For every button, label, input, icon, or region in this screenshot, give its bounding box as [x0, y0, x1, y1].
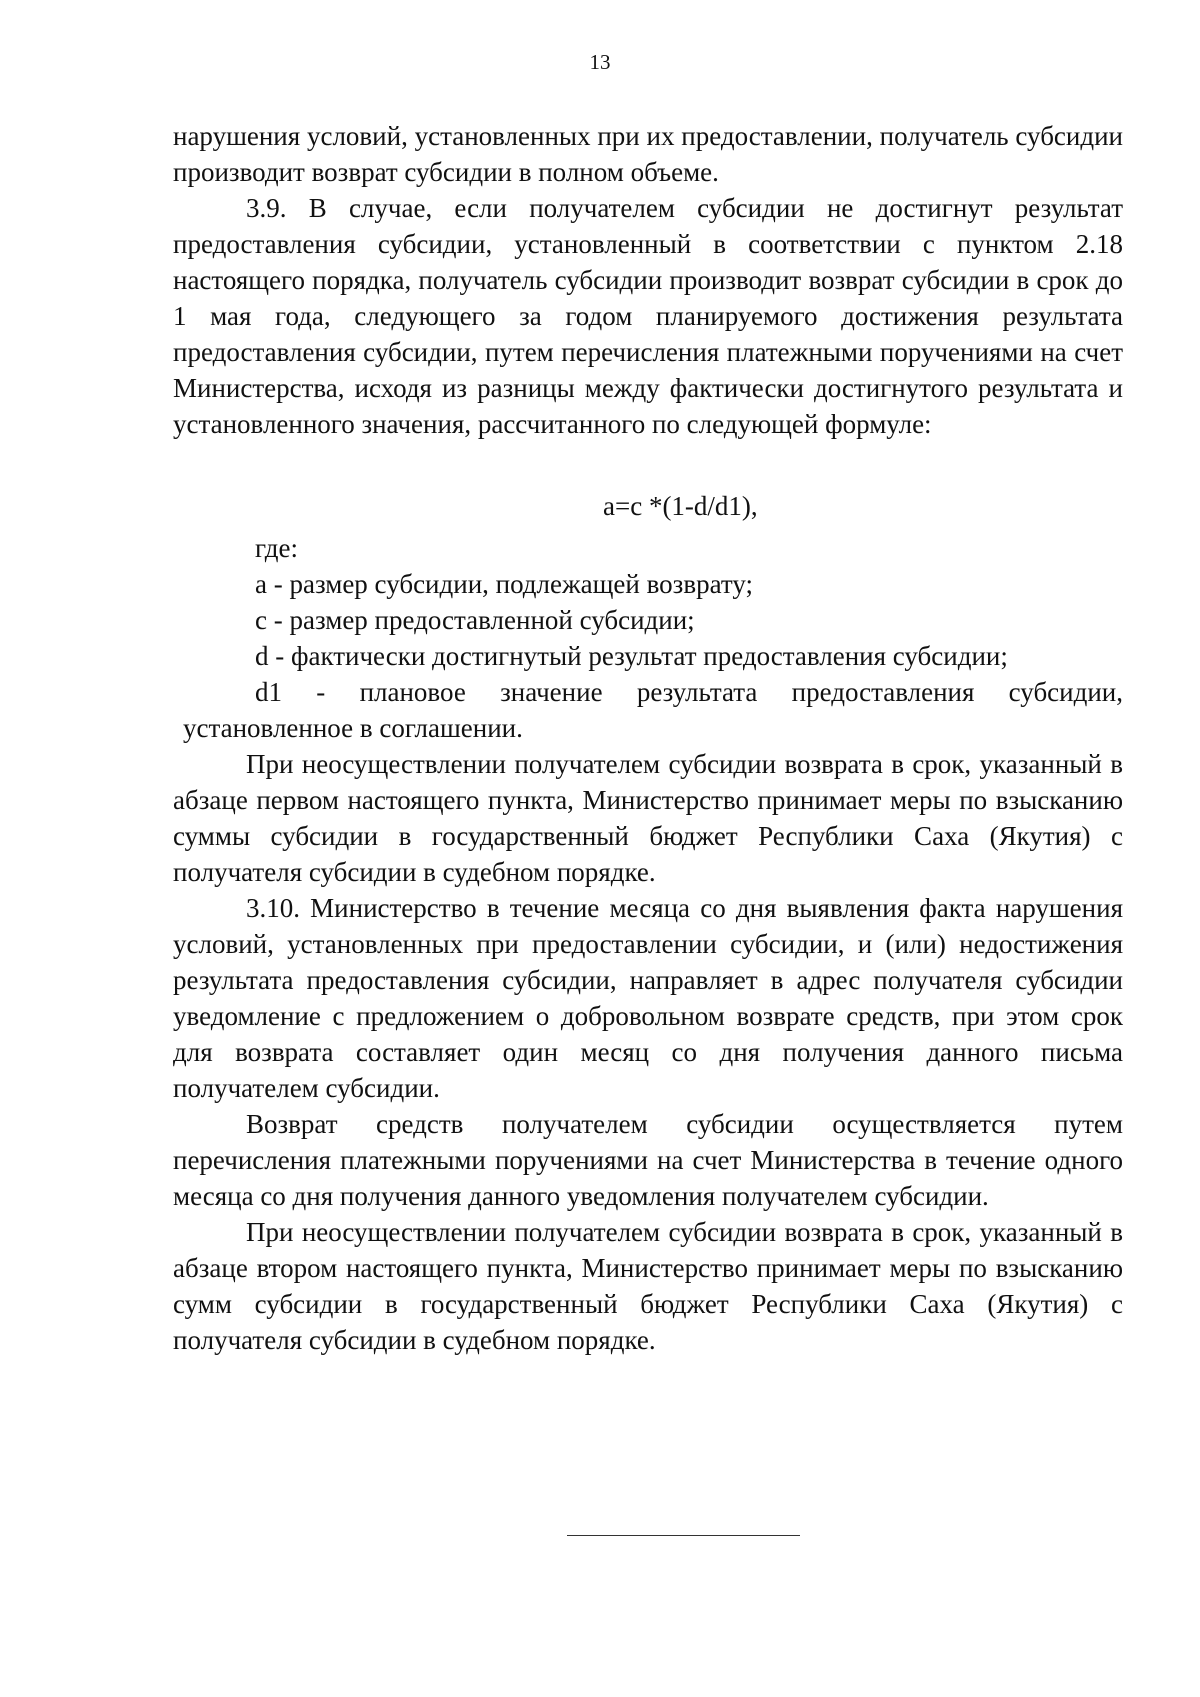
end-separator-line: [567, 1535, 800, 1536]
definition-c: c - размер предоставленной субсидии;: [255, 605, 695, 635]
paragraph-return: Возврат средств получателем субсидии осуществляется путем перечисления платежными поручениями на счет Министерства в течение одного месяца со дня получения данного уведомления получателем субсидии.: [173, 1109, 1123, 1211]
paragraph-non-return-2: При неосуществлении получателем субсидии возврата в срок, указанный в абзаце втором настоящего пункта, Министерство принимает меры по взысканию сумм субсидии в государственный бюджет Республики Саха (Якутия) с получателя субсидии в судебном порядке.: [173, 1217, 1123, 1355]
paragraph-intro: нарушения условий, установленных при их предоставлении, получатель субсидии производит возврат субсидии в полном объеме.: [173, 121, 1123, 187]
where-label: где:: [255, 533, 298, 563]
paragraph-3-9: 3.9. В случае, если получателем субсидии не достигнут результат предоставления субсидии, установленный в соответствии с пунктом 2.18 настоящего порядка, получатель субсидии производит возврат субсидии в срок до 1 мая года, следующего за годом планируемого достижения результата предоставления субсидии, путем перечисления платежными поручениями на счет Министерства, исходя из разницы между фактически достигнутого результата и установленного значения, рассчитанного по следующей формуле:: [173, 193, 1123, 439]
formula: a=c *(1-d/d1),: [603, 491, 758, 521]
definition-a: a - размер субсидии, подлежащей возврату;: [255, 569, 753, 599]
page-number: 13: [589, 50, 611, 74]
document-body: [173, 118, 1123, 1358]
definition-d: d - фактически достигнутый результат предоставления субсидии;: [255, 641, 1008, 671]
paragraph-non-return-1: При неосуществлении получателем субсидии возврата в срок, указанный в абзаце первом настоящего пункта, Министерство принимает меры по взысканию суммы субсидии в государственный бюджет Республики Саха (Якутия) с получателя субсидии в судебном порядке.: [173, 749, 1123, 887]
definition-d1: d1 - плановое значение результата предоставления субсидии, установленное в соглашении.: [183, 677, 1123, 743]
paragraph-3-10: 3.10. Министерство в течение месяца со дня выявления факта нарушения условий, установленных при предоставлении субсидии, и (или) недостижения результата предоставления субсидии, направляет в адрес получателя субсидии уведомление с предложением о добровольном возврате средств, при этом срок для возврата составляет один месяц со дня получения данного письма получателем субсидии.: [173, 893, 1123, 1103]
